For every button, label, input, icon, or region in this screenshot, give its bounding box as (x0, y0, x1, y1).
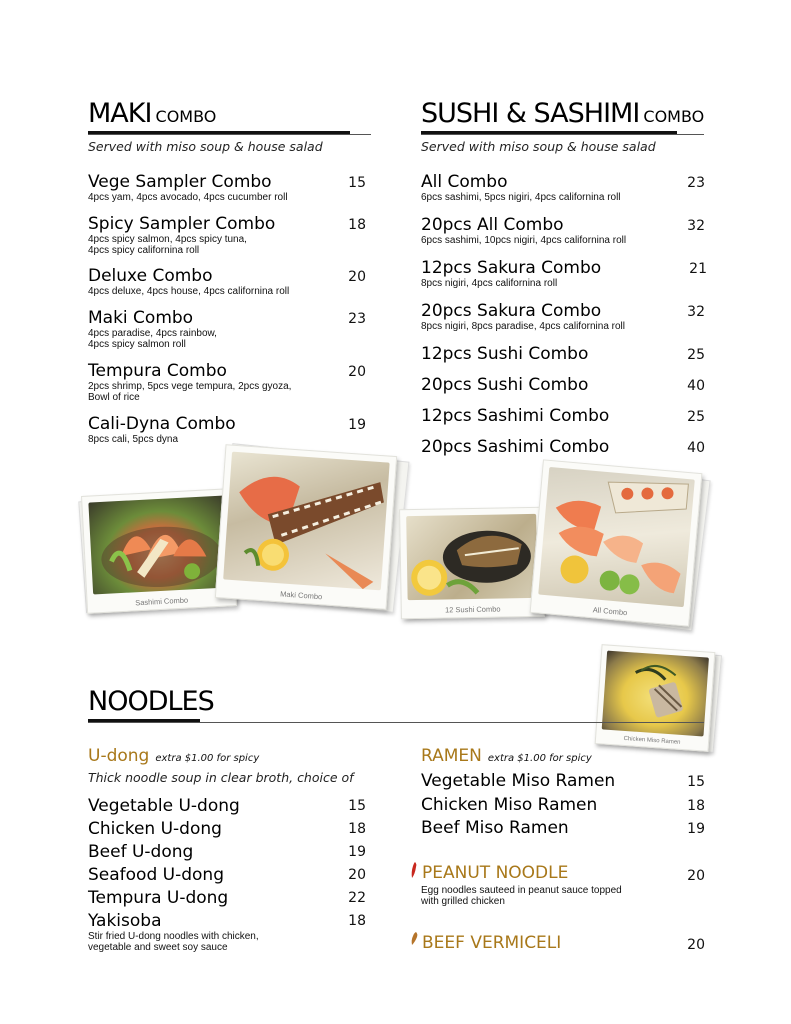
menu-item (88, 911, 259, 953)
item-desc: 8pcs nigiri, 4pcs californina roll (421, 278, 558, 289)
item-desc: 4pcs yam, 4pcs avocado, 4pcs cucumber roll (88, 192, 288, 203)
sashimi-combo-photo (81, 488, 237, 614)
item-name: Vegetable Miso Ramen (421, 771, 616, 791)
udong-title: U-dong (88, 746, 150, 766)
photo-caption: All Combo (592, 605, 628, 618)
maki-illustration (223, 452, 390, 591)
ramen-illustration (602, 651, 709, 737)
sashimi-illustration (88, 496, 229, 595)
item-price: 18 (687, 798, 705, 814)
item-price: 21 (689, 261, 707, 277)
item-price: 40 (687, 378, 705, 394)
menu-item (88, 796, 240, 816)
sushi-title-big: SUSHI & SASHIMI (421, 98, 640, 129)
maki-section-title (88, 98, 216, 129)
item-name: Maki Combo (88, 308, 194, 328)
item-price: 20 (687, 868, 705, 884)
sushi-subtitle: Served with miso soup & house salad (421, 139, 656, 154)
chili-pepper-icon (411, 862, 417, 878)
item-name: Yakisoba (88, 911, 162, 931)
menu-item (88, 214, 275, 256)
item-name: Tempura U-dong (88, 888, 229, 908)
item-name: All Combo (421, 172, 508, 192)
photo-caption: Chicken Miso Ramen (623, 735, 681, 746)
item-name: Spicy Sampler Combo (88, 214, 276, 234)
item-price: 19 (687, 821, 705, 837)
menu-item (88, 888, 228, 908)
photo-caption: Sashimi Combo (134, 595, 189, 608)
item-price: 18 (348, 821, 366, 837)
item-name: Cali-Dyna Combo (88, 414, 236, 434)
item-price: 20 (348, 867, 366, 883)
beef-vermicelli-title: BEEF VERMICELI (422, 933, 562, 953)
maki-title-big: MAKI (88, 98, 152, 129)
item-price: 19 (348, 417, 366, 433)
item-desc: Bowl of rice (88, 392, 140, 403)
item-name: 20pcs Sakura Combo (421, 301, 602, 321)
photo-caption: 12 Sushi Combo (445, 604, 501, 615)
sushi12-illustration (406, 514, 537, 600)
item-price: 40 (687, 440, 705, 456)
item-desc: 4pcs spicy californina roll (88, 245, 200, 256)
menu-item (421, 215, 626, 246)
menu-item (421, 375, 588, 395)
item-desc: 4pcs spicy salmon, 4pcs spicy tuna, (88, 234, 247, 245)
item-name: Deluxe Combo (88, 266, 213, 286)
item-price: 19 (348, 844, 366, 860)
item-price: 23 (687, 175, 705, 191)
peanut-noodle-desc (421, 885, 622, 907)
item-name: Seafood U-dong (88, 865, 224, 885)
maki-subtitle: Served with miso soup & house salad (88, 139, 323, 154)
menu-item (421, 258, 601, 289)
menu-item (421, 301, 625, 332)
item-name: Tempura Combo (88, 361, 227, 381)
menu-item (88, 865, 224, 885)
menu-item (88, 842, 193, 862)
udong-subtitle: Thick noodle soup in clear broth, choice of (88, 770, 354, 785)
menu-item (88, 361, 291, 403)
item-desc: 6pcs sashimi, 5pcs nigiri, 4pcs californina roll (421, 192, 621, 203)
ramen-heading (421, 746, 592, 766)
item-name: 12pcs Sakura Combo (421, 258, 602, 278)
item-desc: 4pcs deluxe, 4pcs house, 4pcs californina roll (88, 286, 290, 297)
menu-item (421, 437, 609, 457)
item-price: 25 (687, 347, 705, 363)
ramen-image (602, 651, 709, 737)
item-price: 32 (687, 218, 705, 234)
sushi-section-title (421, 98, 704, 129)
item-price: 18 (348, 217, 366, 233)
item-name: Beef U-dong (88, 842, 194, 862)
item-desc: 8pcs cali, 5pcs dyna (88, 434, 179, 445)
noodles-title-rule (88, 722, 704, 723)
item-desc: Stir fried U-dong noodles with chicken, (88, 931, 259, 942)
item-name: 20pcs Sushi Combo (421, 375, 589, 395)
menu-item (88, 819, 222, 839)
menu-item (421, 172, 621, 203)
menu-item (88, 266, 289, 297)
menu-item (421, 406, 609, 426)
item-price: 22 (348, 890, 366, 906)
12-sushi-combo-photo (399, 507, 545, 619)
menu-item (88, 308, 217, 350)
item-desc: 2pcs shrimp, 5pcs vege tempura, 2pcs gyoza, (88, 381, 292, 392)
item-price: 25 (687, 409, 705, 425)
item-desc: Egg noodles sauteed in peanut sauce topped (421, 885, 622, 896)
all-combo-illustration (538, 467, 695, 607)
item-desc: 4pcs paradise, 4pcs rainbow, (88, 328, 217, 339)
maki-title-small: COMBO (155, 107, 217, 126)
sushi12-image (406, 514, 537, 600)
item-price: 32 (687, 304, 705, 320)
sushi-title-small: COMBO (643, 107, 705, 126)
menu-item (421, 771, 615, 791)
item-desc: vegetable and sweet soy sauce (88, 942, 228, 953)
udong-note: extra $1.00 for spicy (155, 753, 260, 764)
item-price: 23 (348, 311, 366, 327)
all-combo-photo (530, 459, 703, 626)
menu-item (88, 414, 236, 445)
menu-item (421, 344, 588, 364)
noodles-section-title (88, 686, 214, 717)
item-name: Chicken Miso Ramen (421, 795, 598, 815)
item-name: Vege Sampler Combo (88, 172, 272, 192)
menu-item (88, 172, 288, 203)
item-desc: with grilled chicken (421, 896, 505, 907)
item-desc: 4pcs spicy salmon roll (88, 339, 186, 350)
peanut-noodle-title: PEANUT NOODLE (422, 863, 569, 883)
item-name: 20pcs Sashimi Combo (421, 437, 610, 457)
sushi-title-rule (421, 134, 704, 135)
item-desc: 8pcs nigiri, 8pcs paradise, 4pcs californina roll (421, 321, 625, 332)
item-price: 18 (348, 913, 366, 929)
item-name: Beef Miso Ramen (421, 818, 569, 838)
sashimi-image (88, 496, 229, 595)
item-price: 15 (687, 774, 705, 790)
menu-item (421, 795, 597, 815)
item-name: 12pcs Sashimi Combo (421, 406, 610, 426)
photo-caption: Maki Combo (279, 589, 323, 602)
item-price: 15 (348, 798, 366, 814)
maki-combo-photo (215, 444, 397, 610)
maki-image (223, 452, 390, 591)
item-name: Chicken U-dong (88, 819, 222, 839)
item-desc: 6pcs sashimi, 10pcs nigiri, 4pcs californina roll (421, 235, 627, 246)
item-price: 20 (687, 937, 705, 953)
noodles-title: NOODLES (88, 686, 214, 717)
ramen-note: extra $1.00 for spicy (487, 753, 592, 764)
item-price: 15 (348, 175, 366, 191)
menu-item (421, 818, 569, 838)
ramen-title: RAMEN (421, 746, 482, 766)
maki-title-rule (88, 134, 371, 135)
item-name: 20pcs All Combo (421, 215, 564, 235)
ramen-photo (595, 644, 716, 752)
item-name: Vegetable U-dong (88, 796, 240, 816)
item-price: 20 (348, 364, 366, 380)
all-combo-image (538, 467, 695, 607)
chili-pepper-icon (411, 932, 418, 945)
udong-heading (88, 746, 259, 766)
item-price: 20 (348, 269, 366, 285)
item-name: 12pcs Sushi Combo (421, 344, 589, 364)
